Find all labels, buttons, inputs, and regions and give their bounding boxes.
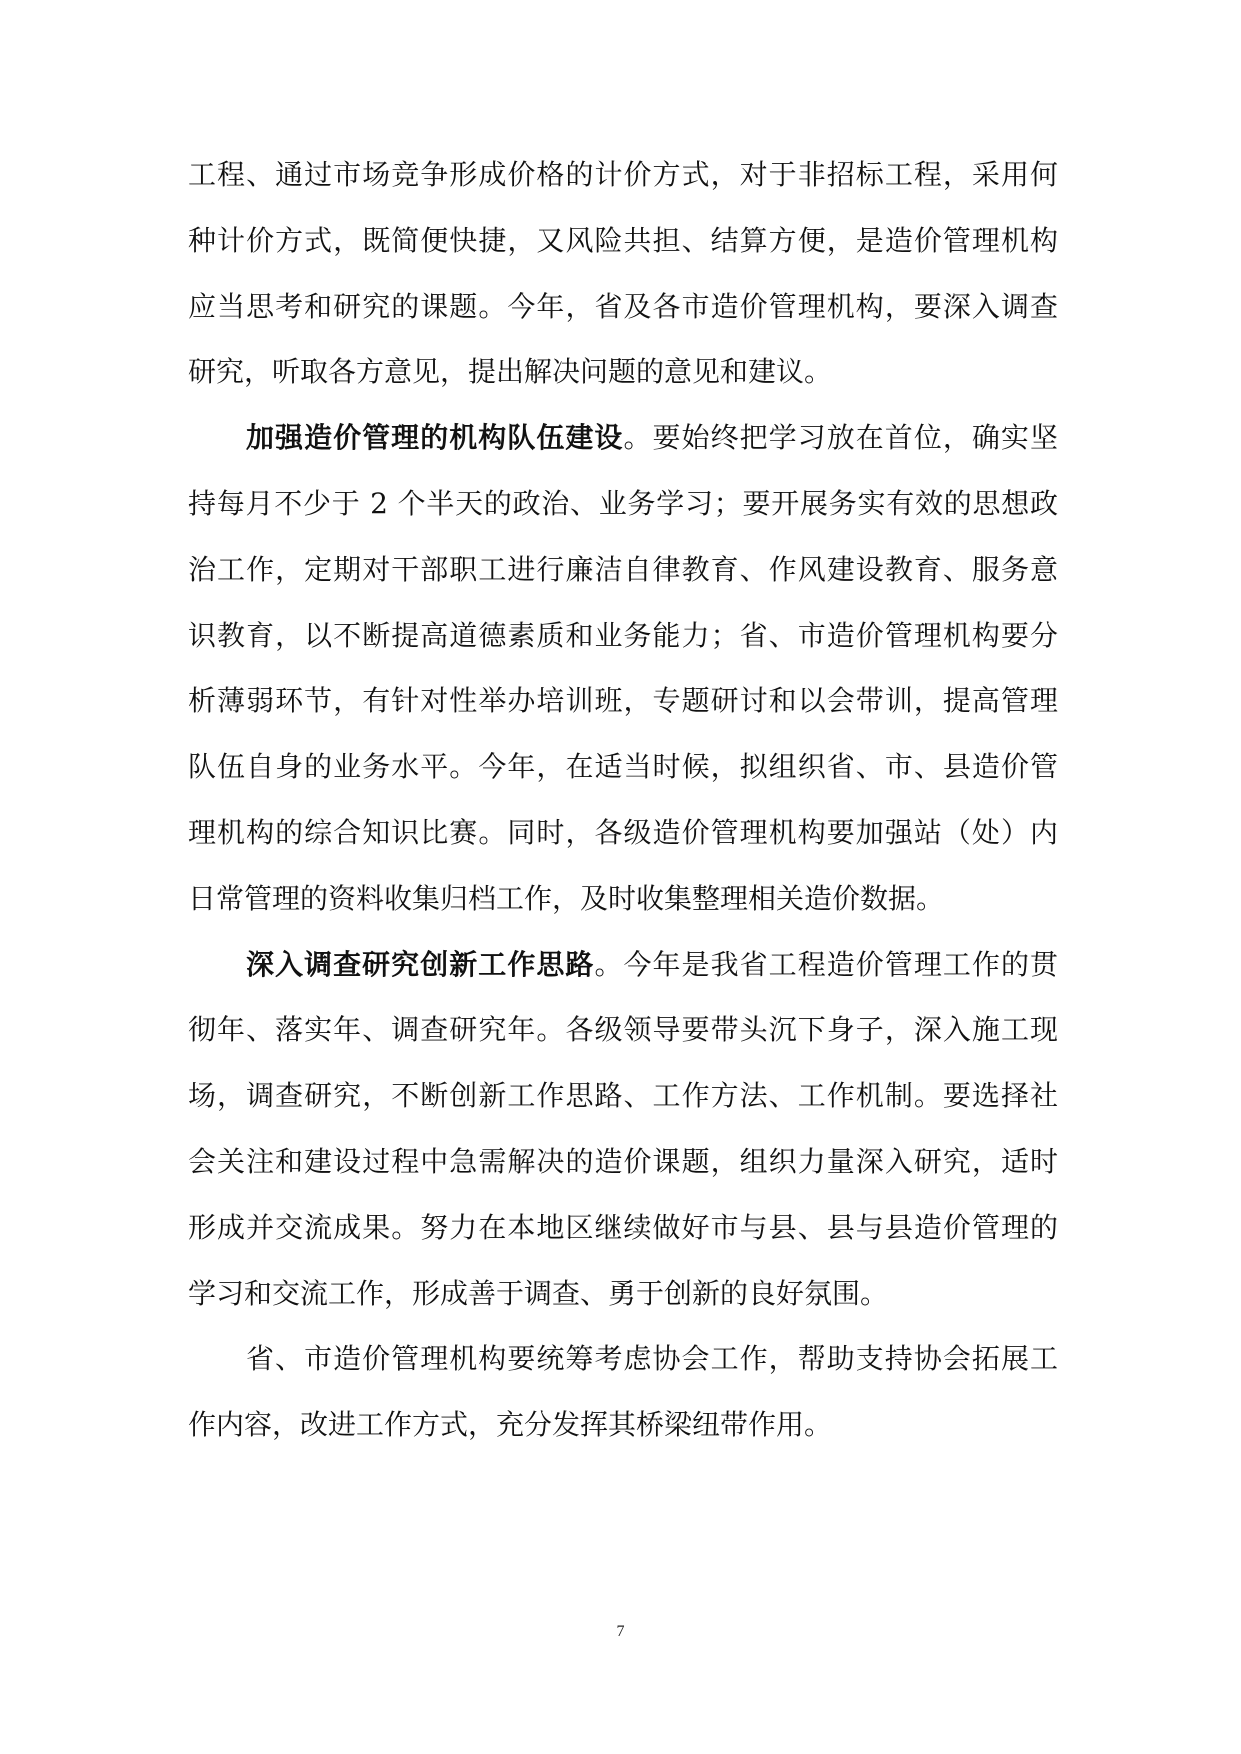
text-line: 治工作，定期对干部职工进行廉洁自律教育、作风建设教育、服务意 xyxy=(188,552,1058,586)
text-line: 彻年、落实年、调查研究年。各级领导要带头沉下身子，深入施工现 xyxy=(188,1013,1058,1047)
text-line: 场，调查研究，不断创新工作思路、工作方法、工作机制。要选择社 xyxy=(188,1079,1058,1113)
text-span: 。要始终把学习放在首位，确实坚 xyxy=(623,421,1058,455)
text-line: 研究，听取各方意见，提出解决问题的意见和建议。 xyxy=(188,355,833,389)
section-heading: 深入调查研究创新工作思路 xyxy=(246,947,595,981)
text-line: 学习和交流工作，形成善于调查、勇于创新的良好氛围。 xyxy=(188,1276,889,1310)
paragraph-heading-line xyxy=(188,418,1058,458)
text-line: 队伍自身的业务水平。今年，在适当时候，拟组织省、市、县造价管 xyxy=(188,750,1058,784)
text-line: 识教育，以不断提高道德素质和业务能力；省、市造价管理机构要分 xyxy=(188,618,1058,652)
text-line: 种计价方式，既简便快捷，又风险共担、结算方便，是造价管理机构 xyxy=(188,223,1058,257)
paragraph-heading-line xyxy=(188,945,1058,985)
document-body xyxy=(188,155,1058,1471)
text-line: 持每月不少于 2 个半天的政治、业务学习；要开展务实有效的思想政 xyxy=(188,486,1058,520)
page-number: 7 xyxy=(616,1623,625,1640)
text-span: 。今年是我省工程造价管理工作的贯 xyxy=(594,947,1058,981)
text-line: 理机构的综合知识比赛。同时，各级造价管理机构要加强站（处）内 xyxy=(188,815,1058,849)
text-line: 形成并交流成果。努力在本地区继续做好市与县、县与县造价管理的 xyxy=(188,1210,1058,1244)
text-line: 作内容，改进工作方式，充分发挥其桥梁纽带作用。 xyxy=(188,1408,833,1442)
text-line: 省、市造价管理机构要统筹考虑协会工作，帮助支持协会拓展工 xyxy=(246,1342,1058,1376)
text-line: 日常管理的资料收集归档工作，及时收集整理相关造价数据。 xyxy=(188,881,945,915)
text-line: 会关注和建设过程中急需解决的造价课题，组织力量深入研究，适时 xyxy=(188,1144,1058,1178)
section-heading: 加强造价管理的机构队伍建设 xyxy=(246,421,624,455)
text-line: 工程、通过市场竞争形成价格的计价方式，对于非招标工程，采用何 xyxy=(188,158,1058,191)
text-line: 析薄弱环节，有针对性举办培训班，专题研讨和以会带训，提高管理 xyxy=(188,684,1058,718)
text-line: 应当思考和研究的课题。今年，省及各市造价管理机构，要深入调查 xyxy=(188,289,1058,323)
